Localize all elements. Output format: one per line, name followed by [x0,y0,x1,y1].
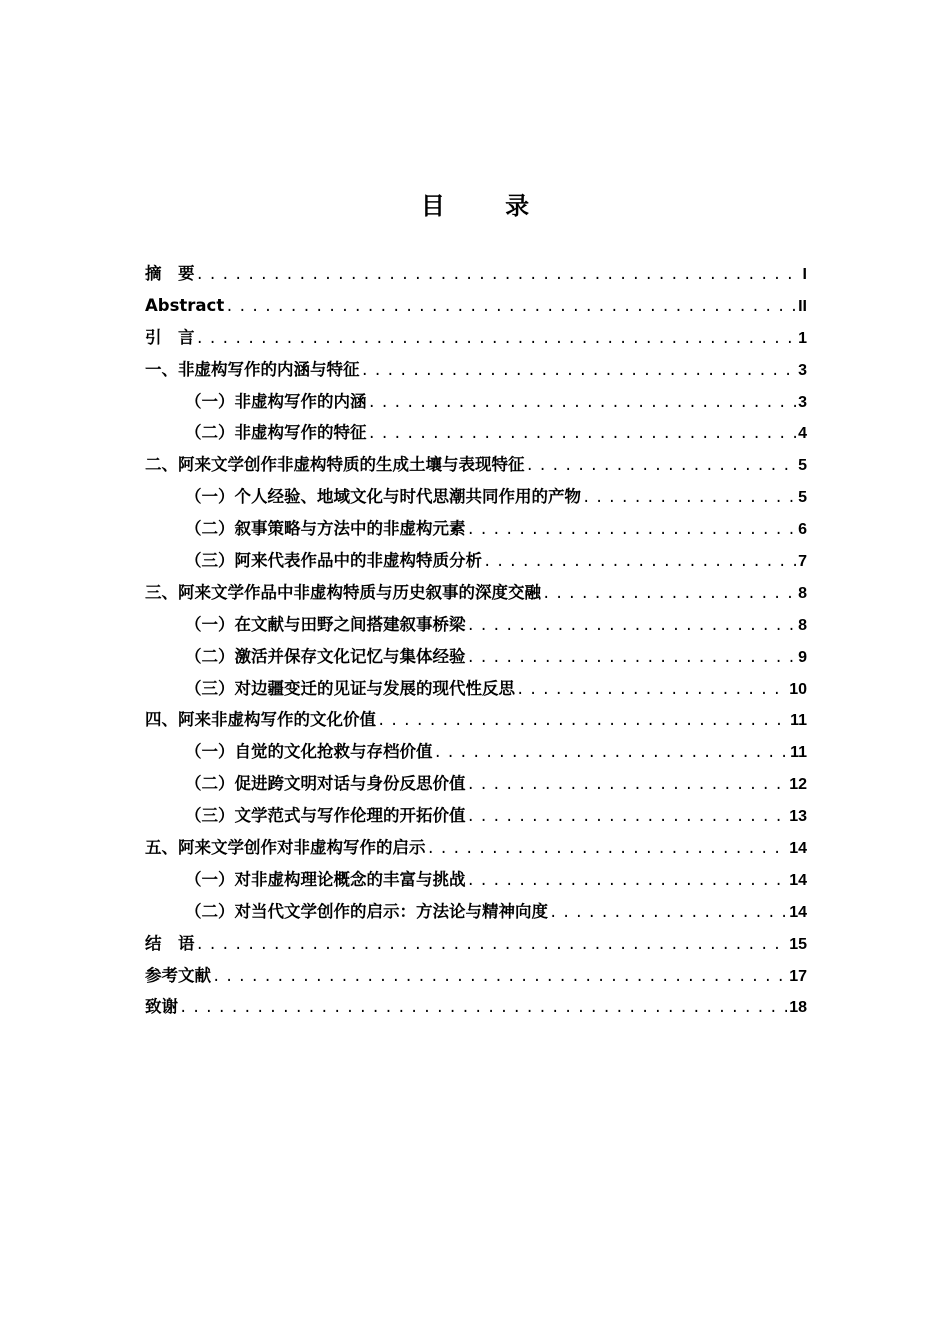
toc-dot-leader [211,962,787,992]
toc-dot-leader [367,388,797,418]
toc-entry-label: （二）非虚构写作的特征 [185,423,367,443]
toc-dot-leader [466,515,797,545]
toc-entry[interactable] [145,449,807,481]
toc-entry-label: 一、非虚构写作的内涵与特征 [145,359,360,379]
toc-entry[interactable] [145,322,807,354]
toc-entry[interactable] [145,258,807,290]
toc-entry[interactable] [145,609,807,641]
toc-dot-leader [466,770,788,800]
toc-entry-label: 二、阿来文学创作非虚构特质的生成土壤与表现特征 [145,455,525,475]
toc-entry-label: 五、阿来文学创作对非虚构写作的启示 [145,838,426,858]
toc-entry-page-number: 14 [789,871,807,889]
toc-entry[interactable] [145,290,807,322]
toc-entry-label: （三）对边疆变迁的见证与发展的现代性反思 [185,678,515,698]
toc-dot-leader [541,579,796,609]
toc-entry-page-number: 17 [789,967,807,985]
toc-entry[interactable] [145,641,807,673]
toc-entry-label: （三）文学范式与写作伦理的开拓价值 [185,806,466,826]
toc-entry-page-number: 6 [798,521,807,539]
page-title: 目 录 [420,192,556,220]
toc-entry-page-number: 5 [798,457,807,475]
toc-entry-label: 三、阿来文学作品中非虚构特质与历史叙事的深度交融 [145,582,541,602]
toc-entry-label: （一）对非虚构理论概念的丰富与挑战 [185,869,466,889]
toc-entry-label: （二）对当代文学创作的启示：方法论与精神向度 [185,901,548,921]
toc-entry-page-number: 9 [798,648,807,666]
toc-entry[interactable] [145,545,807,577]
toc-entry[interactable] [145,768,807,800]
toc-entry[interactable] [145,481,807,513]
toc-entry-label: （一）非虚构写作的内涵 [185,391,367,411]
toc-dot-leader [548,898,787,928]
toc-entry-label: （二）促进跨文明对话与身份反思价值 [185,774,466,794]
toc-entry-page-number: 1 [798,329,807,347]
toc-entry[interactable] [145,577,807,609]
toc-dot-leader [482,547,796,577]
toc-entry[interactable] [145,832,807,864]
toc-entry-label: （一）在文献与田野之间搭建叙事桥梁 [185,614,466,634]
toc-entry-page-number: 13 [789,808,807,826]
toc-entry[interactable] [145,704,807,736]
toc-dot-leader [466,643,797,673]
toc-entry-label: （一）自觉的文化抢救与存档价值 [185,742,433,762]
toc-dot-leader [525,451,797,481]
toc-entry[interactable] [145,864,807,896]
toc-entry-page-number: 8 [798,584,807,602]
toc-dot-leader [433,738,789,768]
toc-dot-leader [581,483,796,513]
toc-dot-leader [195,324,797,354]
toc-entry-page-number: 11 [790,712,807,730]
toc-entry[interactable] [145,513,807,545]
toc-entry-label: （二）激活并保存文化记忆与集体经验 [185,646,466,666]
toc-entry-page-number: 4 [798,425,807,443]
toc-dot-leader [466,802,788,832]
toc-entry[interactable] [145,736,807,768]
toc-dot-leader [376,706,788,736]
table-of-contents [145,258,807,1023]
toc-entry[interactable] [145,928,807,960]
toc-entry[interactable] [145,991,807,1023]
toc-entry[interactable] [145,800,807,832]
toc-entry-page-number: 8 [798,616,807,634]
toc-entry-label: 致谢 [145,997,178,1017]
toc-entry-page-number: 7 [798,553,807,571]
toc-entry-page-number: II [798,297,807,315]
toc-entry-label: （二）叙事策略与方法中的非虚构元素 [185,519,466,539]
toc-dot-leader [178,993,787,1023]
toc-dot-leader [515,675,787,705]
toc-entry-page-number: 11 [790,744,807,762]
toc-entry-label: 四、阿来非虚构写作的文化价值 [145,710,376,730]
toc-entry[interactable] [145,960,807,992]
toc-entry-label: 引 言 [145,327,195,347]
toc-entry-page-number: 14 [789,903,807,921]
toc-dot-leader [360,356,797,386]
toc-entry-label: 摘 要 [145,264,195,283]
toc-entry-label: 参考文献 [145,965,211,985]
toc-dot-leader [367,419,797,449]
toc-dot-leader [466,866,788,896]
toc-dot-leader [426,834,788,864]
toc-entry[interactable] [145,386,807,418]
toc-dot-leader [466,611,797,641]
toc-entry-label: Abstract [145,295,225,315]
toc-entry-page-number: 12 [789,776,807,794]
toc-entry-label: 结 语 [145,933,195,953]
toc-entry-page-number: 14 [789,840,807,858]
toc-entry-page-number: 5 [798,489,807,507]
toc-entry-page-number: 3 [798,361,807,379]
toc-entry-page-number: 3 [798,393,807,411]
toc-entry-label: （一）个人经验、地域文化与时代思潮共同作用的产物 [185,487,581,507]
toc-entry-page-number: 10 [789,680,807,698]
toc-entry[interactable] [145,354,807,386]
toc-dot-leader [195,260,801,290]
toc-dot-leader [224,292,796,322]
toc-entry-page-number: 18 [789,999,807,1017]
toc-entry[interactable] [145,673,807,705]
toc-entry[interactable] [145,417,807,449]
toc-dot-leader [195,930,788,960]
toc-entry-page-number: I [802,266,807,283]
toc-entry[interactable] [145,896,807,928]
toc-entry-page-number: 15 [789,935,807,953]
toc-entry-label: （三）阿来代表作品中的非虚构特质分析 [185,551,482,571]
